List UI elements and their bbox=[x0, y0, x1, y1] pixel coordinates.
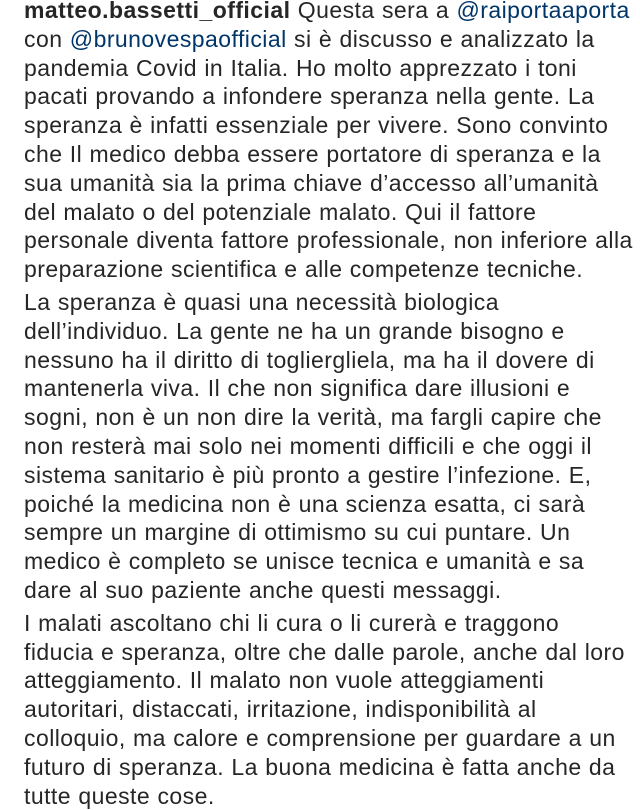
mention-raiportaaporta[interactable]: @raiportaaporta bbox=[456, 0, 630, 23]
mention-brunovespaofficial[interactable]: @brunovespaofficial bbox=[69, 25, 287, 52]
username-link[interactable]: matteo.bassetti_official bbox=[24, 0, 291, 23]
caption-paragraph-1-text: si è discusso e analizzato la pandemia Covid in Italia. Ho molto apprezzato i toni pacati provando a infondere speranza nella gente. La speranza è infatti essenziale per vivere. Sono convinto che Il medico debba essere portatore di speranza e la sua umanità sia la prima chiave d’accesso all’umanità del malato o del potenziale malato. Qui il fattore personale diventa fattore professionale, non inferiore alla preparazione scientifica e alle competenze tecniche. bbox=[24, 25, 633, 283]
caption-paragraph-3: I malati ascoltano chi li cura o li curerà e traggono fiducia e speranza, oltre che dalle parole, anche dal loro atteggiamento. Il malato non vuole atteggiamenti autoritari, distaccati, irritazione, indisponibilità al colloquio, ma calore e comprensione per guardare a un futuro di speranza. La buona medicina è fatta anche da tutte queste cose. bbox=[24, 609, 625, 809]
caption-mid-text: con bbox=[24, 25, 63, 52]
caption-paragraph-2: La speranza è quasi una necessità biologica dell’individuo. La gente ne ha un grande bisogno e nessuno ha il diritto di toglierglielа, ma ha il dovere di mantenerla viva. Il che non significa dare illusioni e sogni, non è un non dire la verità, ma fargli capire che non resterà mai solo nei momenti difficili e che oggi il sistema sanitario è più pronto a gestire l’infezione. E, poiché la medicina non è una scienza esatta, ci sarà sempre un margine di ottimismo su cui puntare. Un medico è completo se unisce tecnica e umanità e sa dare al suo paziente anche questi messaggi. bbox=[24, 288, 602, 603]
caption-intro-text: Questa sera a bbox=[297, 0, 450, 23]
caption-paragraph-1 bbox=[24, 0, 636, 284]
post-caption bbox=[24, 0, 636, 810]
